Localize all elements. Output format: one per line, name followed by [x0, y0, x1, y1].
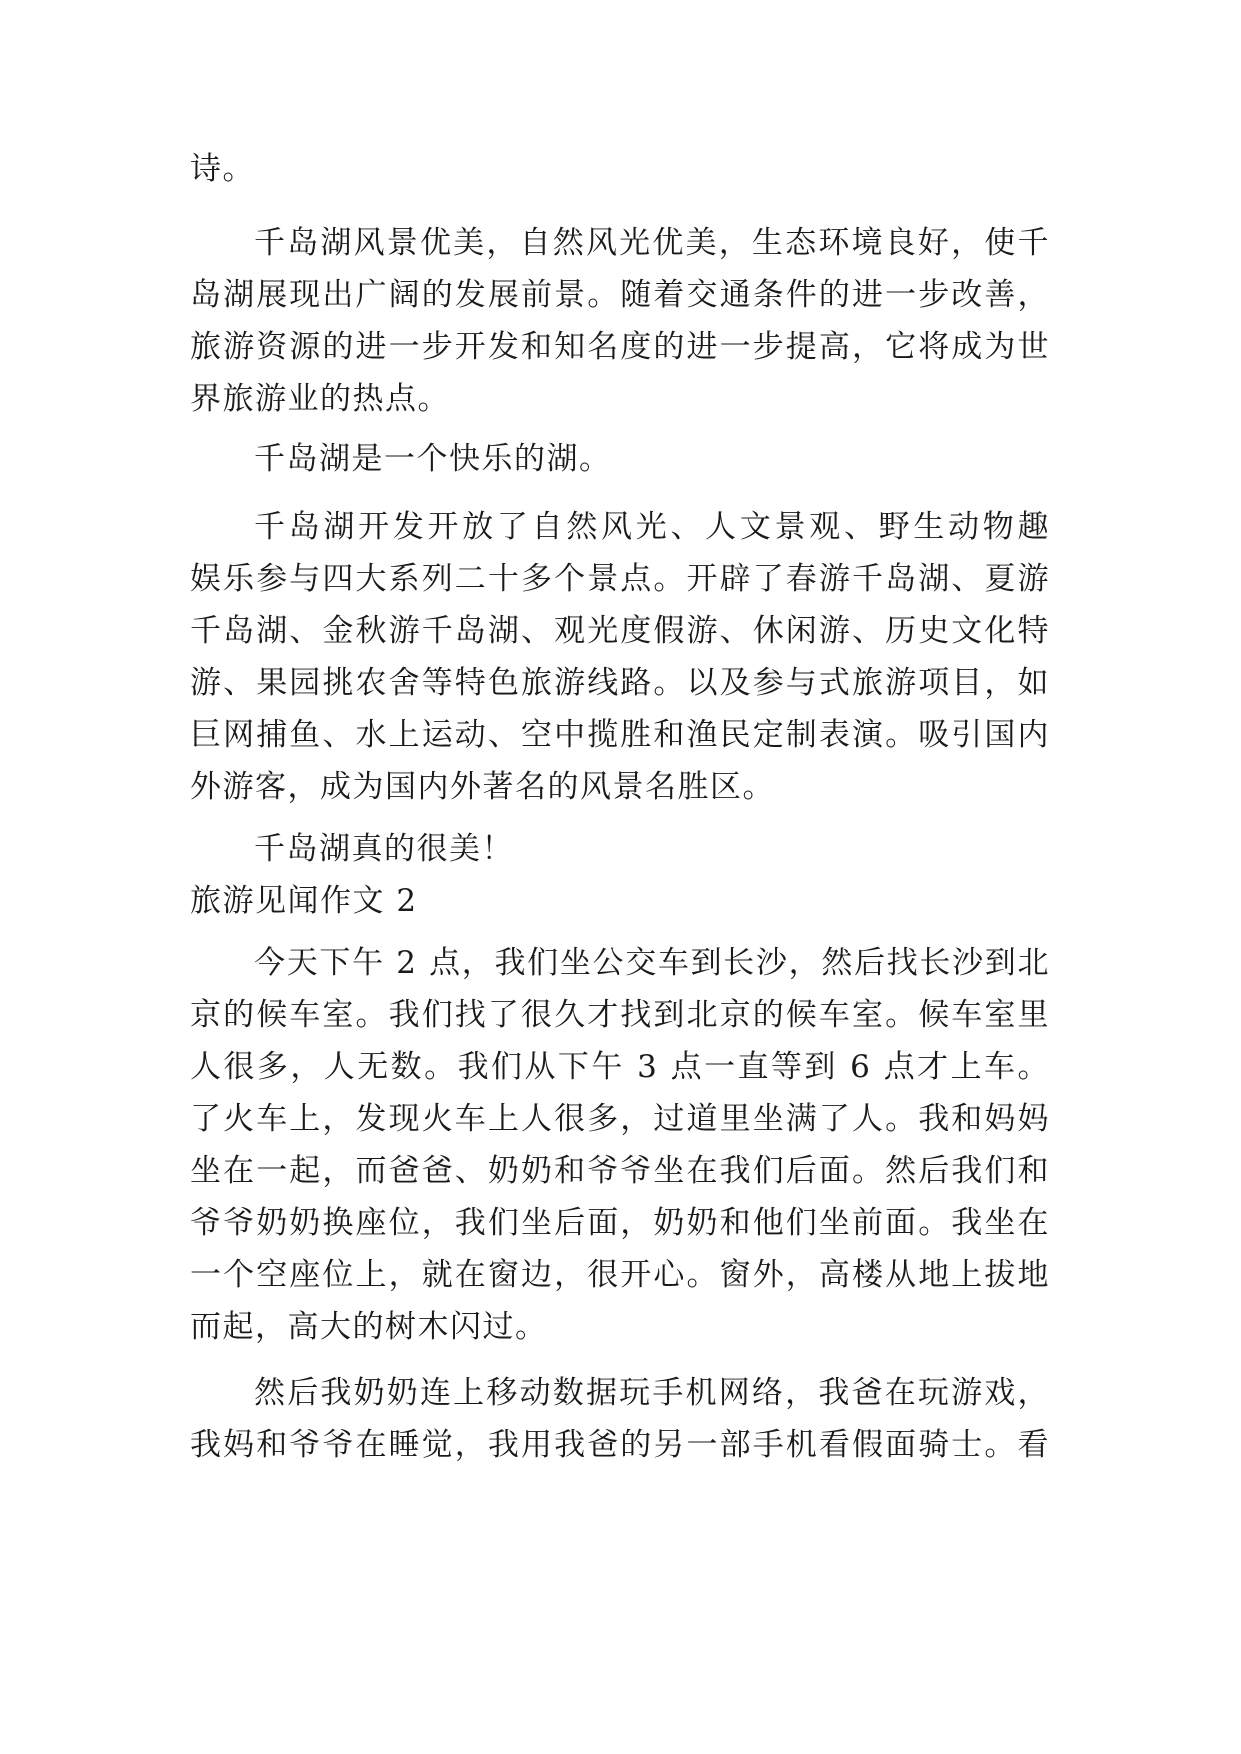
text-line: 了火车上，发现火车上人很多，过道里坐满了人。我和妈妈	[190, 1101, 1050, 1137]
text-line: 界旅游业的热点。	[190, 381, 450, 417]
text-line: 旅游资源的进一步开发和知名度的进一步提高，它将成为世	[190, 329, 1050, 365]
text-line: 我妈和爷爷在睡觉，我用我爸的另一部手机看假面骑士。看	[190, 1427, 1050, 1463]
text-line: 一个空座位上，就在窗边，很开心。窗外，高楼从地上拔地	[190, 1257, 1050, 1293]
paragraph-first-line: 千岛湖是一个快乐的湖。	[254, 441, 612, 477]
text-line: 爷爷奶奶换座位，我们坐后面，奶奶和他们坐前面。我坐在	[190, 1205, 1050, 1241]
text-line: 坐在一起，而爸爸、奶奶和爷爷坐在我们后面。然后我们和	[190, 1153, 1050, 1189]
text-line: 诗。	[190, 151, 255, 187]
text-line: 岛湖展现出广阔的发展前景。随着交通条件的进一步改善，	[190, 277, 1050, 313]
paragraph-first-line: 千岛湖开发开放了自然风光、人文景观、野生动物趣	[254, 509, 1050, 545]
paragraph-first-line: 然后我奶奶连上移动数据玩手机网络，我爸在玩游戏，	[254, 1375, 1050, 1411]
paragraph-first-line: 千岛湖真的很美！	[254, 831, 514, 867]
section-title: 旅游见闻作文 2	[190, 883, 418, 919]
text-line: 京的候车室。我们找了很久才找到北京的候车室。候车室里	[190, 997, 1050, 1033]
text-line: 千岛湖、金秋游千岛湖、观光度假游、休闲游、历史文化特	[190, 613, 1050, 649]
text-line: 娱乐参与四大系列二十多个景点。开辟了春游千岛湖、夏游	[190, 561, 1050, 597]
paragraph-first-line: 今天下午 2 点，我们坐公交车到长沙，然后找长沙到北	[254, 945, 1050, 981]
text-line: 外游客，成为国内外著名的风景名胜区。	[190, 769, 775, 805]
text-line: 而起，高大的树木闪过。	[190, 1309, 548, 1345]
text-line: 巨网捕鱼、水上运动、空中揽胜和渔民定制表演。吸引国内	[190, 717, 1050, 753]
paragraph-first-line: 千岛湖风景优美，自然风光优美，生态环境良好，使千	[254, 225, 1050, 261]
text-line: 游、果园挑农舍等特色旅游线路。以及参与式旅游项目，如	[190, 665, 1050, 701]
text-line: 人很多，人无数。我们从下午 3 点一直等到 6 点才上车。	[190, 1049, 1050, 1085]
